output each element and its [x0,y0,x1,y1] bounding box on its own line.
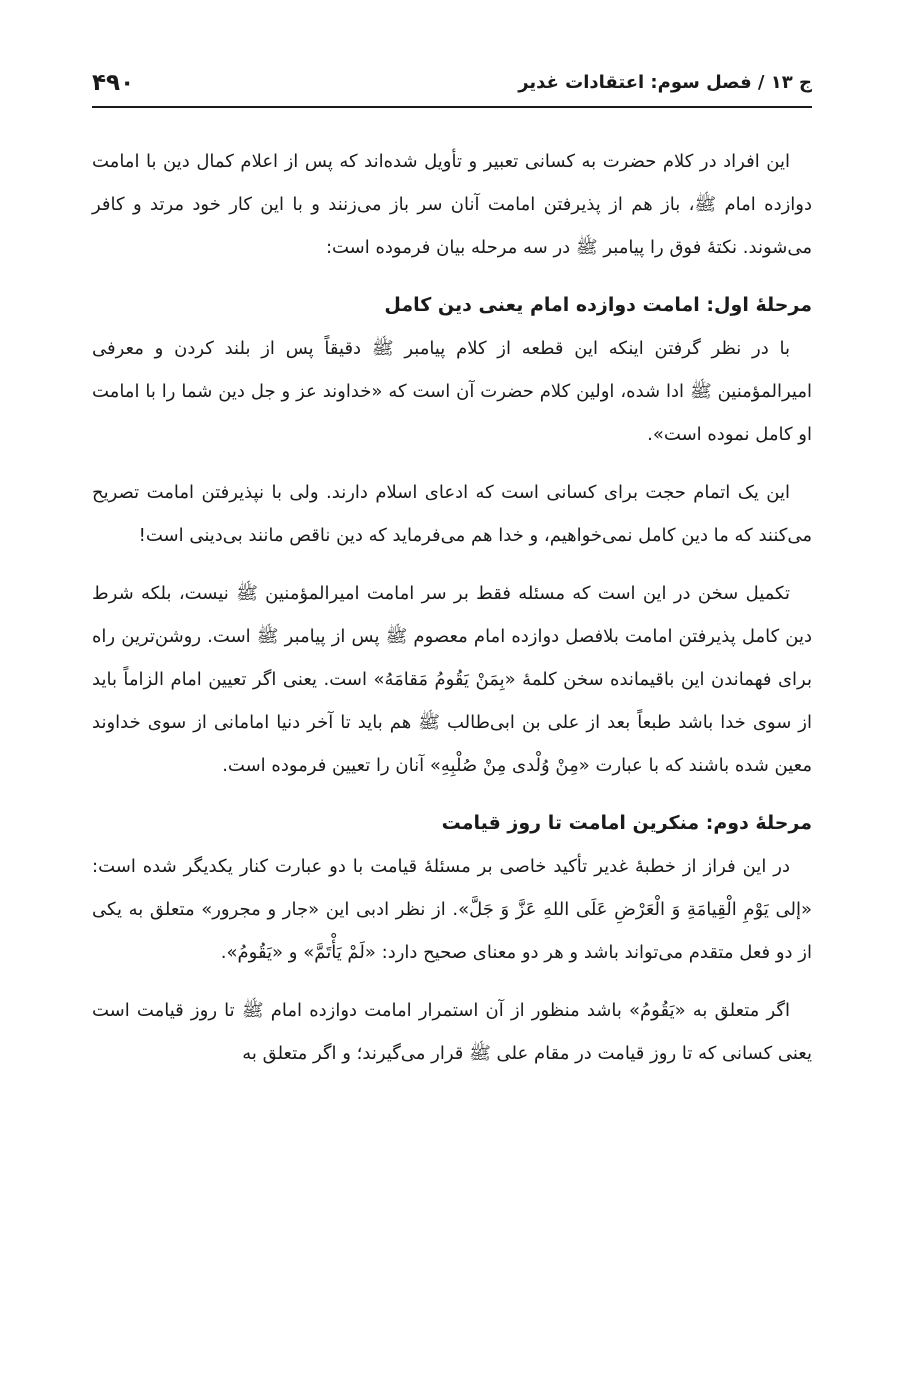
paragraph-5: در این فراز از خطبۀ غدیر تأکید خاصی بر مسئلۀ قیامت با دو عبارت کنار یکدیگر شده است: «إلی یَوْمِ الْقِیامَةِ وَ الْعَرْضِ عَلَی اللهِ عَزَّ وَ جَلَّ». از نظر ادبی این «جار و مجرور» متعلق به یکی از دو فعل متقدم می‌تواند باشد و هر دو معنای صحیح دارد: «لَمْ یَأْتَمَّ» و «یَقُومُ». [92,856,812,963]
section-heading-2: مرحلۀ دوم: منکرین امامت تا روز قیامت [441,812,812,834]
page-number: ۴۹۰ [92,70,135,96]
paragraph-1: این افراد در کلام حضرت به کسانی تعبیر و تأویل شده‌اند که پس از اعلام کمال دین با امامت دوازده امام ﷺ، باز هم از پذیرفتن امامت آنان سر باز می‌زنند و با این کار خود مرتد و کافر می‌شوند. نکتۀ فوق را پیامبر ﷺ در سه مرحله بیان فرموده است: [92,151,812,258]
paragraph-3: این یک اتمام حجت برای کسانی است که ادعای اسلام دارند. ولی با نپذیرفتن امامت تصریح می‌کنند که ما دین کامل نمی‌خواهیم، و خدا هم می‌فرماید که دین ناقص مانند بی‌دینی است! [92,482,812,546]
book-page [92,60,812,1360]
page-body [92,140,812,1075]
paragraph-2: با در نظر گرفتن اینکه این قطعه از کلام پیامبر ﷺ دقیقاً پس از بلند کردن و معرفی امیرالمؤمنین ﷺ ادا شده، اولین کلام حضرت آن است که «خداوند عز و جل دین شما را با امامت او کامل نموده است». [92,338,812,445]
section-heading-1: مرحلۀ اول: امامت دوازده امام یعنی دین کامل [384,294,812,316]
paragraph-6: اگر متعلق به «یَقُومُ» باشد منظور از آن استمرار امامت دوازده امام ﷺ تا روز قیامت است یعنی کسانی که تا روز قیامت در مقام علی ﷺ قرار می‌گیرند؛ و اگر متعلق به [92,1000,812,1064]
paragraph-4: تکمیل سخن در این است که مسئله فقط بر سر امامت امیرالمؤمنین ﷺ نیست، بلکه شرط دین کامل پذیرفتن امامت بلافصل دوازده امام معصوم ﷺ پس از پیامبر ﷺ است. روشن‌ترین راه برای فهماندن این باقیمانده سخن کلمۀ «بِمَنْ یَقُومُ مَقامَهُ» است. یعنی اگر تعیین امام الزاماً باید از سوی خدا باشد طبعاً بعد از علی بن ابی‌طالب ﷺ هم باید تا آخر دنیا امامانی از سوی خداوند معین شده باشند که با عبارت «مِنْ وُلْدی مِنْ صُلْبِهِ» آنان را تعیین فرموده است. [92,583,812,776]
running-title: ج ۱۳ / فصل سوم: اعتقادات غدیر [518,72,812,93]
page-header [92,60,812,108]
